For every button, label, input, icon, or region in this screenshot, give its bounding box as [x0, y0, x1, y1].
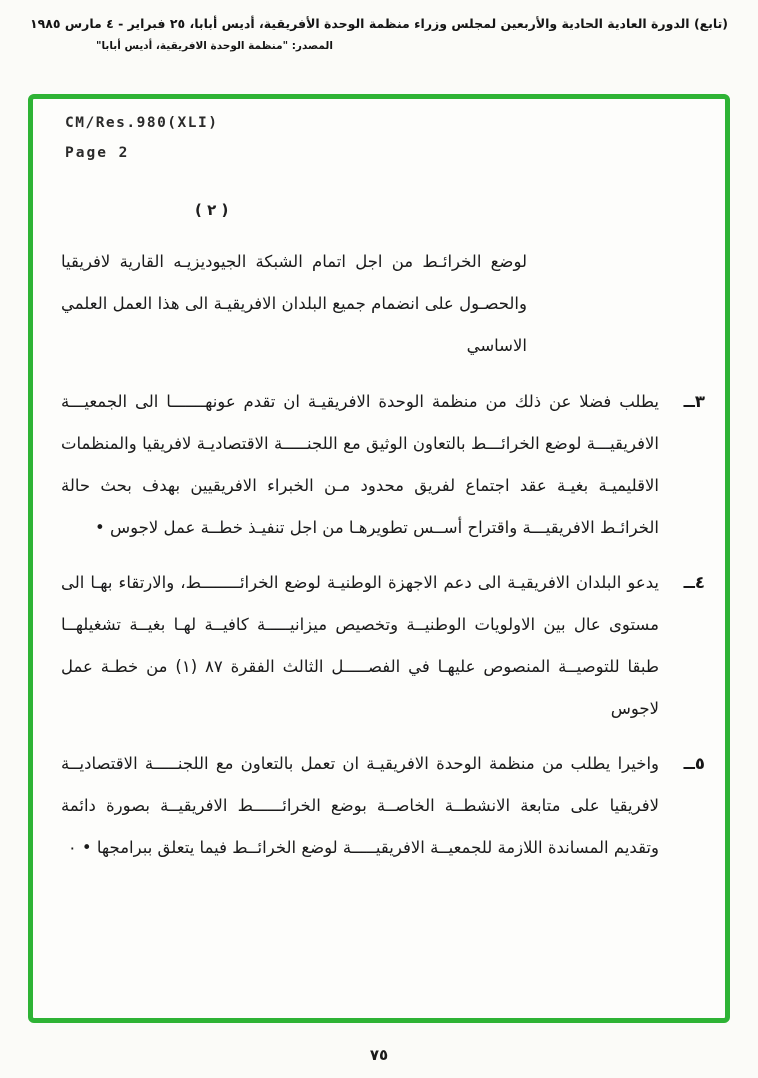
paragraph-4-marker: ٤ــ [683, 573, 705, 592]
paragraph-3-marker: ٣ــ [683, 392, 705, 411]
paragraph-3-text: يطلب فضلا عن ذلك من منظمة الوحدة الافريقيـة ان تقدم عونهـــــــا الى الجمعيـــة الافريقيـــة لوضع الخرائـــط بالتعاون الوثيق مع اللجنـــــة الاقتصاديـة لافريقيا والمنظمات الاقليميـة بغيـة عقد اجتماع لفريق محدود مـن الخبراء الافريقيين بهدف بحث حالة الخرائـط الافريقيـــة واقتراح أســس تطويرهـا من اجل تنفيـذ خطــة عمل لاجوس • [61, 392, 659, 537]
header-source-line: المصدر: "منظمة الوحدة الافريقية، أديس أبابا" [96, 40, 333, 52]
paragraph-4 [61, 562, 705, 730]
paragraph-5-marker: ٥ــ [683, 754, 705, 773]
paragraph-5 [61, 743, 705, 869]
page-label: Page 2 [65, 145, 130, 161]
paragraph-5-text: واخيرا يطلب من منظمة الوحدة الافريقيـة ان تعمل بالتعاون مع اللجنـــــة الاقتصاديــة لافريقيا على متابعة الانشطــة الخاصــة بوضع الخرائــــــط الافريقيــة بصورة دائمة وتقديم المساندة اللازمة للجمعيــة الافريقيـــــة لوضع الخرائــط فيما يتعلق ببرامجها • ٠ [61, 754, 659, 857]
resolution-reference: CM/Res.980(XLI) [65, 115, 219, 131]
resolution-body [33, 219, 725, 869]
header-session-title: (تابع) الدورة العادية الحادية والأربعين لمجلس وزراء منظمة الوحدة الأفريقية، أديس أبابا، ٢٥ فبراير - ٤ مارس ١٩٨٥ [30, 16, 728, 31]
paragraph-3 [61, 381, 705, 549]
document-reference-block [65, 115, 725, 161]
paragraph-continuation: لوضع الخرائـط من اجل اتمام الشبكة الجيوديزيـه القارية لافريقيا والحصـول على انضمام جميع البلدان الافريقيـة الى هذا العمل العلمي الاساسي [61, 252, 527, 355]
section-number: ( ٢ ) [195, 201, 229, 219]
paragraph-4-text: يدعو البلدان الافريقيـة الى دعم الاجهزة الوطنيـة لوضع الخرائــــــــط، والارتقاء بهـا الى مستوى عال بين الاولويات الوطنيــة وتخصيص ميزانيـــــة كافيــة لهـا بغيــة تشغيلهــا طبقا للتوصيــة المنصوص عليهـا في الفصـــــل الثالث الفقرة ٨٧ (١) من خطـة عمل لاجوس [61, 573, 659, 718]
document-header [22, 16, 736, 52]
green-content-frame [28, 94, 730, 1023]
page-number: ٧٥ [369, 1046, 389, 1064]
